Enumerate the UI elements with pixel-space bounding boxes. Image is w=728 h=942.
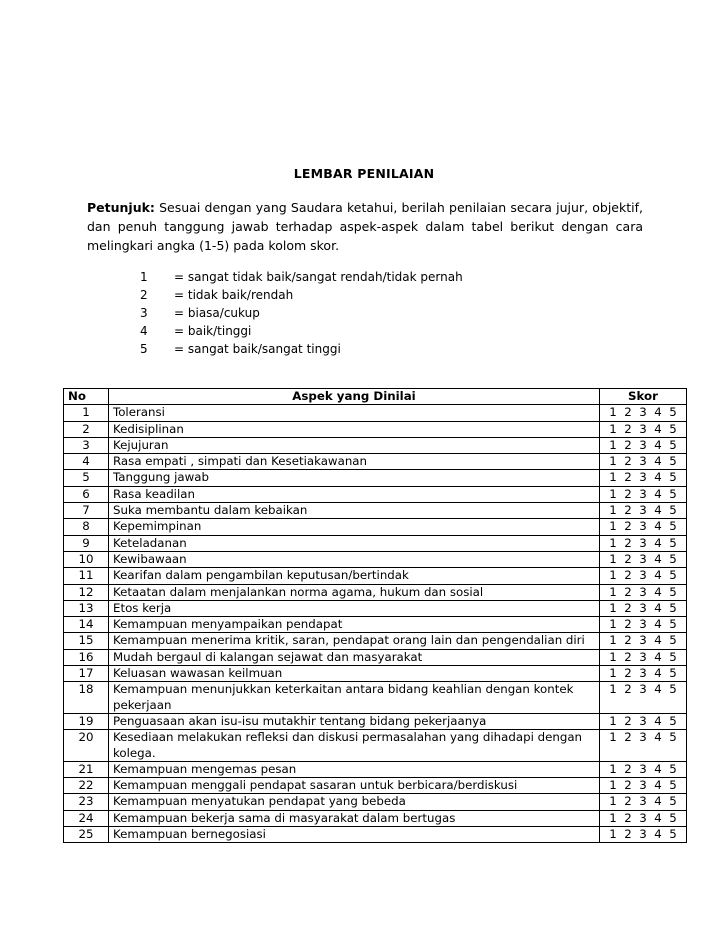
row-score-options: [600, 600, 687, 616]
score-option[interactable]: 2: [624, 778, 632, 793]
score-option[interactable]: 2: [624, 761, 632, 776]
legend-item: [140, 322, 463, 340]
score-option[interactable]: 2: [624, 649, 632, 664]
table-row: [64, 535, 687, 551]
row-number: 3: [64, 437, 109, 453]
score-option[interactable]: 2: [624, 470, 632, 485]
row-number: 25: [64, 827, 109, 843]
row-number: 12: [64, 584, 109, 600]
score-option[interactable]: 4: [654, 761, 662, 776]
row-number: 8: [64, 519, 109, 535]
score-option[interactable]: 2: [624, 405, 632, 420]
row-score-options: [600, 810, 687, 826]
score-option[interactable]: 1: [609, 421, 617, 436]
row-number: 20: [64, 730, 109, 762]
score-option[interactable]: 3: [639, 810, 647, 825]
score-option[interactable]: 5: [669, 649, 677, 664]
legend-item: [140, 268, 463, 286]
score-option[interactable]: 3: [639, 778, 647, 793]
score-option[interactable]: 5: [669, 551, 677, 566]
row-score-options: [600, 470, 687, 486]
score-option[interactable]: 2: [624, 682, 632, 697]
score-option[interactable]: 1: [609, 519, 617, 534]
score-option[interactable]: 1: [609, 470, 617, 485]
score-option[interactable]: 5: [669, 778, 677, 793]
row-score-options: [600, 535, 687, 551]
row-number: 21: [64, 761, 109, 777]
score-option[interactable]: 5: [669, 568, 677, 583]
score-option[interactable]: 4: [654, 535, 662, 550]
assessment-table: [63, 388, 687, 843]
score-option[interactable]: 5: [669, 454, 677, 469]
score-legend: [140, 268, 463, 358]
score-option[interactable]: 4: [654, 584, 662, 599]
score-option[interactable]: 4: [654, 486, 662, 501]
row-aspect: Mudah bergaul di kalangan sejawat dan masyarakat: [109, 649, 600, 665]
table-row: [64, 600, 687, 616]
row-number: 14: [64, 617, 109, 633]
score-option[interactable]: 3: [639, 470, 647, 485]
table-row: [64, 437, 687, 453]
score-option[interactable]: 5: [669, 666, 677, 681]
row-score-options: [600, 551, 687, 567]
row-score-options: [600, 584, 687, 600]
row-aspect: Kemampuan menerima kritik, saran, pendapat orang lain dan pengendalian diri: [109, 633, 600, 649]
row-number: 19: [64, 713, 109, 729]
table-row: [64, 617, 687, 633]
row-number: 13: [64, 600, 109, 616]
table-row: [64, 503, 687, 519]
row-number: 22: [64, 778, 109, 794]
score-option[interactable]: 3: [639, 519, 647, 534]
score-option[interactable]: 1: [609, 761, 617, 776]
row-number: 16: [64, 649, 109, 665]
row-aspect: Tanggung jawab: [109, 470, 600, 486]
score-option[interactable]: 3: [639, 682, 647, 697]
score-option[interactable]: 4: [654, 437, 662, 452]
score-option[interactable]: 4: [654, 649, 662, 664]
score-option[interactable]: 2: [624, 454, 632, 469]
row-aspect: Kesediaan melakukan refleksi dan diskusi permasalahan yang dihadapi dengan kolega.: [109, 730, 600, 762]
table-row: [64, 649, 687, 665]
score-option[interactable]: 4: [654, 600, 662, 615]
legend-item: [140, 286, 463, 304]
legend-description: = sangat tidak baik/sangat rendah/tidak pernah: [174, 270, 463, 284]
row-score-options: [600, 761, 687, 777]
row-aspect: Keteladanan: [109, 535, 600, 551]
score-option[interactable]: 4: [654, 730, 662, 745]
row-aspect: Suka membantu dalam kebaikan: [109, 503, 600, 519]
score-option[interactable]: 5: [669, 682, 677, 697]
score-option[interactable]: 3: [639, 617, 647, 632]
instructions-label: Petunjuk:: [87, 200, 155, 215]
row-aspect: Kemampuan bernegosiasi: [109, 827, 600, 843]
legend-item: [140, 304, 463, 322]
score-option[interactable]: 3: [639, 405, 647, 420]
row-number: 18: [64, 682, 109, 714]
legend-number: 3: [140, 306, 148, 320]
score-option[interactable]: 4: [654, 421, 662, 436]
row-number: 4: [64, 454, 109, 470]
score-option[interactable]: 1: [609, 666, 617, 681]
score-option[interactable]: 5: [669, 633, 677, 648]
score-option[interactable]: 1: [609, 503, 617, 518]
row-number: 15: [64, 633, 109, 649]
score-option[interactable]: 4: [654, 617, 662, 632]
score-option[interactable]: 4: [654, 454, 662, 469]
score-option[interactable]: 1: [609, 454, 617, 469]
score-option[interactable]: 1: [609, 600, 617, 615]
row-number: 5: [64, 470, 109, 486]
row-number: 1: [64, 405, 109, 421]
score-option[interactable]: 2: [624, 519, 632, 534]
legend-number: 1: [140, 270, 148, 284]
score-option[interactable]: 2: [624, 666, 632, 681]
score-option[interactable]: 4: [654, 713, 662, 728]
score-option[interactable]: 1: [609, 682, 617, 697]
table-row: [64, 778, 687, 794]
score-option[interactable]: 4: [654, 666, 662, 681]
table-row: [64, 730, 687, 762]
table-row: [64, 761, 687, 777]
score-option[interactable]: 4: [654, 810, 662, 825]
row-aspect: Kemampuan menggali pendapat sasaran untuk berbicara/berdiskusi: [109, 778, 600, 794]
score-option[interactable]: 3: [639, 730, 647, 745]
score-option[interactable]: 1: [609, 584, 617, 599]
score-option[interactable]: 4: [654, 568, 662, 583]
instructions-text: Sesuai dengan yang Saudara ketahui, berilah penilaian secara jujur, objektif, dan penuh tanggung jawab terhadap aspek-aspek dalam tabel berikut dengan cara melingkari angka (1-5) pada kolom skor.: [87, 200, 643, 253]
score-option[interactable]: 1: [609, 810, 617, 825]
row-aspect: Toleransi: [109, 405, 600, 421]
score-option[interactable]: 1: [609, 794, 617, 809]
score-option[interactable]: 4: [654, 519, 662, 534]
score-option[interactable]: 1: [609, 535, 617, 550]
score-option[interactable]: 4: [654, 503, 662, 518]
score-option[interactable]: 4: [654, 827, 662, 842]
row-number: 17: [64, 666, 109, 682]
row-score-options: [600, 519, 687, 535]
table-row: [64, 486, 687, 502]
table-row: [64, 794, 687, 810]
score-option[interactable]: 2: [624, 713, 632, 728]
score-option[interactable]: 3: [639, 794, 647, 809]
table-row: [64, 454, 687, 470]
score-option[interactable]: 5: [669, 584, 677, 599]
row-score-options: [600, 568, 687, 584]
score-option[interactable]: 2: [624, 810, 632, 825]
row-aspect: Keluasan wawasan keilmuan: [109, 666, 600, 682]
header-skor: Skor: [600, 389, 687, 405]
score-option[interactable]: 2: [624, 437, 632, 452]
score-option[interactable]: 1: [609, 551, 617, 566]
score-option[interactable]: 4: [654, 682, 662, 697]
score-option[interactable]: 5: [669, 713, 677, 728]
score-option[interactable]: 5: [669, 761, 677, 776]
row-aspect: Ketaatan dalam menjalankan norma agama, hukum dan sosial: [109, 584, 600, 600]
score-option[interactable]: 2: [624, 600, 632, 615]
instructions: [87, 198, 643, 255]
row-aspect: Rasa keadilan: [109, 486, 600, 502]
score-option[interactable]: 2: [624, 794, 632, 809]
score-option[interactable]: 1: [609, 827, 617, 842]
score-option[interactable]: 3: [639, 486, 647, 501]
score-option[interactable]: 3: [639, 584, 647, 599]
score-option[interactable]: 2: [624, 730, 632, 745]
score-option[interactable]: 2: [624, 827, 632, 842]
score-option[interactable]: 3: [639, 503, 647, 518]
row-aspect: Kedisiplinan: [109, 421, 600, 437]
score-option[interactable]: 5: [669, 600, 677, 615]
row-score-options: [600, 617, 687, 633]
score-option[interactable]: 5: [669, 810, 677, 825]
score-option[interactable]: 4: [654, 470, 662, 485]
score-option[interactable]: 2: [624, 503, 632, 518]
score-option[interactable]: 5: [669, 794, 677, 809]
row-score-options: [600, 437, 687, 453]
score-option[interactable]: 2: [624, 633, 632, 648]
table-row: [64, 551, 687, 567]
score-option[interactable]: 3: [639, 551, 647, 566]
score-option[interactable]: 3: [639, 568, 647, 583]
score-option[interactable]: 5: [669, 437, 677, 452]
legend-description: = baik/tinggi: [174, 324, 252, 338]
score-option[interactable]: 3: [639, 666, 647, 681]
legend-number: 5: [140, 342, 148, 356]
score-option[interactable]: 5: [669, 503, 677, 518]
score-option[interactable]: 3: [639, 535, 647, 550]
row-aspect: Kewibawaan: [109, 551, 600, 567]
table-row: [64, 568, 687, 584]
score-option[interactable]: 5: [669, 617, 677, 632]
score-option[interactable]: 3: [639, 421, 647, 436]
score-option[interactable]: 2: [624, 421, 632, 436]
score-option[interactable]: 2: [624, 584, 632, 599]
row-number: 2: [64, 421, 109, 437]
score-option[interactable]: 3: [639, 600, 647, 615]
score-option[interactable]: 3: [639, 437, 647, 452]
table-row: [64, 405, 687, 421]
score-option[interactable]: 2: [624, 568, 632, 583]
score-option[interactable]: 5: [669, 730, 677, 745]
header-no: No: [64, 389, 109, 405]
score-option[interactable]: 1: [609, 713, 617, 728]
row-aspect: Kemampuan mengemas pesan: [109, 761, 600, 777]
table-row: [64, 827, 687, 843]
score-option[interactable]: 3: [639, 454, 647, 469]
score-option[interactable]: 4: [654, 633, 662, 648]
row-number: 9: [64, 535, 109, 551]
score-option[interactable]: 2: [624, 551, 632, 566]
score-option[interactable]: 1: [609, 649, 617, 664]
score-option[interactable]: 4: [654, 794, 662, 809]
row-number: 24: [64, 810, 109, 826]
score-option[interactable]: 4: [654, 551, 662, 566]
row-aspect: Kemampuan bekerja sama di masyarakat dalam bertugas: [109, 810, 600, 826]
legend-description: = sangat baik/sangat tinggi: [174, 342, 341, 356]
row-aspect: Kemampuan menunjukkan keterkaitan antara bidang keahlian dengan kontek pekerjaan: [109, 682, 600, 714]
score-option[interactable]: 1: [609, 568, 617, 583]
legend-number: 4: [140, 324, 148, 338]
row-number: 6: [64, 486, 109, 502]
score-option[interactable]: 5: [669, 470, 677, 485]
score-option[interactable]: 1: [609, 405, 617, 420]
legend-number: 2: [140, 288, 148, 302]
table-row: [64, 713, 687, 729]
score-option[interactable]: 1: [609, 778, 617, 793]
score-option[interactable]: 5: [669, 827, 677, 842]
score-option[interactable]: 3: [639, 649, 647, 664]
score-option[interactable]: 4: [654, 778, 662, 793]
row-aspect: Rasa empati , simpati dan Kesetiakawanan: [109, 454, 600, 470]
row-aspect: Kearifan dalam pengambilan keputusan/bertindak: [109, 568, 600, 584]
score-option[interactable]: 1: [609, 730, 617, 745]
score-option[interactable]: 2: [624, 535, 632, 550]
row-aspect: Kemampuan menyatukan pendapat yang bebeda: [109, 794, 600, 810]
table-header-row: [64, 389, 687, 405]
row-score-options: [600, 421, 687, 437]
score-option[interactable]: 5: [669, 486, 677, 501]
score-option[interactable]: 1: [609, 486, 617, 501]
score-option[interactable]: 5: [669, 405, 677, 420]
table-row: [64, 666, 687, 682]
score-option[interactable]: 1: [609, 633, 617, 648]
page-title: LEMBAR PENILAIAN: [293, 166, 435, 181]
table-row: [64, 584, 687, 600]
score-option[interactable]: 4: [654, 405, 662, 420]
row-aspect: Kemampuan menyampaikan pendapat: [109, 617, 600, 633]
row-score-options: [600, 713, 687, 729]
header-aspek: Aspek yang Dinilai: [109, 389, 600, 405]
legend-description: = biasa/cukup: [174, 306, 260, 320]
row-score-options: [600, 633, 687, 649]
row-score-options: [600, 405, 687, 421]
score-option[interactable]: 3: [639, 827, 647, 842]
score-option[interactable]: 5: [669, 421, 677, 436]
score-option[interactable]: 5: [669, 519, 677, 534]
legend-description: = tidak baik/rendah: [174, 288, 294, 302]
table-row: [64, 633, 687, 649]
legend-item: [140, 340, 463, 358]
row-number: 10: [64, 551, 109, 567]
score-option[interactable]: 2: [624, 617, 632, 632]
row-number: 23: [64, 794, 109, 810]
row-score-options: [600, 682, 687, 714]
row-aspect: Etos kerja: [109, 600, 600, 616]
table-row: [64, 470, 687, 486]
row-score-options: [600, 730, 687, 762]
row-score-options: [600, 778, 687, 794]
table-row: [64, 421, 687, 437]
row-aspect: Kepemimpinan: [109, 519, 600, 535]
score-option[interactable]: 1: [609, 437, 617, 452]
row-score-options: [600, 827, 687, 843]
score-option[interactable]: 3: [639, 713, 647, 728]
row-score-options: [600, 454, 687, 470]
score-option[interactable]: 1: [609, 617, 617, 632]
score-option[interactable]: 3: [639, 761, 647, 776]
score-option[interactable]: 3: [639, 633, 647, 648]
row-score-options: [600, 666, 687, 682]
row-number: 11: [64, 568, 109, 584]
row-score-options: [600, 486, 687, 502]
row-score-options: [600, 794, 687, 810]
table-row: [64, 519, 687, 535]
table-row: [64, 682, 687, 714]
row-number: 7: [64, 503, 109, 519]
row-score-options: [600, 649, 687, 665]
row-aspect: Penguasaan akan isu-isu mutakhir tentang bidang pekerjaanya: [109, 713, 600, 729]
score-option[interactable]: 2: [624, 486, 632, 501]
table-row: [64, 810, 687, 826]
score-option[interactable]: 5: [669, 535, 677, 550]
row-aspect: Kejujuran: [109, 437, 600, 453]
row-score-options: [600, 503, 687, 519]
